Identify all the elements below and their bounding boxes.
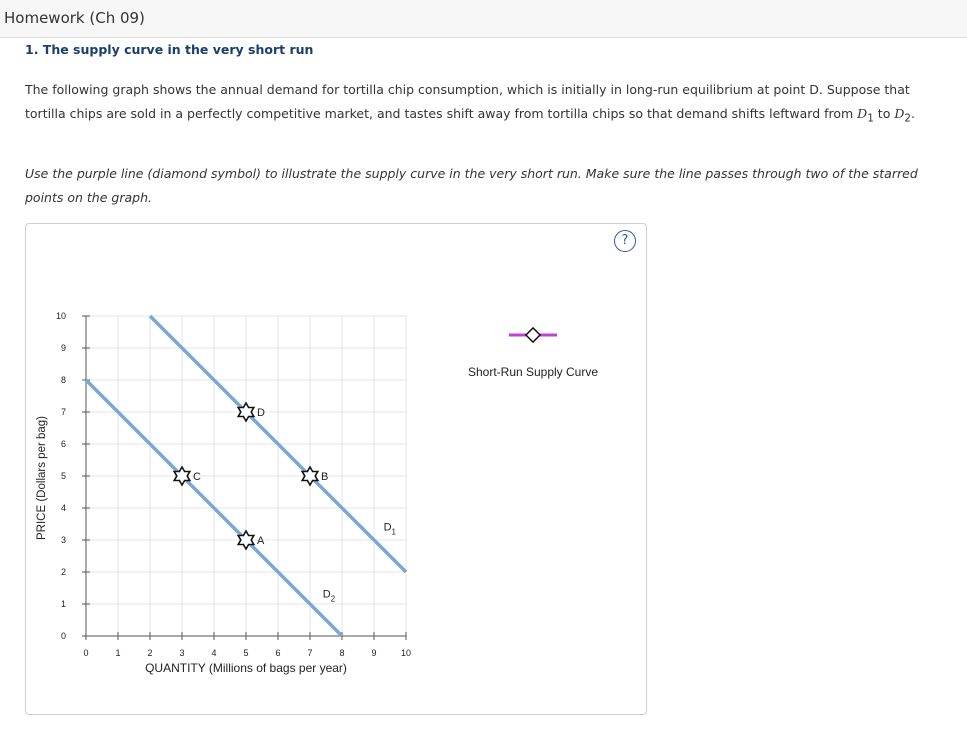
- question-title: 1. The supply curve in the very short run: [25, 42, 314, 57]
- x-tick-label: 4: [211, 648, 217, 658]
- y-tick-label: 10: [55, 311, 66, 321]
- y-tick-label: 3: [60, 535, 66, 545]
- y-tick-label: 7: [60, 407, 66, 417]
- y-tick-label: 6: [60, 439, 66, 449]
- point-label-c: C: [193, 471, 201, 483]
- y-tick-label: 2: [60, 567, 66, 577]
- chart-grid: [86, 316, 406, 636]
- y-tick-label: 8: [60, 375, 66, 385]
- question-text-intro: The following graph shows the annual demand for tortilla chip consumption, which is initially in long-run equilibrium at point D. Suppose that tortilla chips are sold in a perfectly competitive market, and tastes shift away from tortilla chips so that demand shifts leftward from: [25, 82, 910, 121]
- y-tick-label: 5: [60, 471, 66, 481]
- instruction-text: Use the purple line (diamond symbol) to illustrate the supply curve in the very short run. Make sure the line passes through two of the starred points on the graph.: [25, 166, 918, 205]
- point-label-d: D: [257, 407, 265, 419]
- x-tick-label: 10: [400, 648, 412, 658]
- d2-subscript: 2: [904, 112, 911, 125]
- legend-label: Short-Run Supply Curve: [467, 365, 599, 379]
- chart-axes: [82, 316, 406, 640]
- d1-subscript: 1: [867, 112, 874, 125]
- page-title: Homework (Ch 09): [4, 9, 145, 27]
- diamond-icon[interactable]: [526, 328, 540, 342]
- x-tick-label: 9: [371, 648, 377, 658]
- curve-label-d1: $D_1$: [383, 521, 397, 537]
- x-tick-label: 0: [83, 648, 89, 658]
- y-tick-label: 9: [60, 343, 66, 353]
- curve-label-d2: $D_2$: [322, 588, 336, 604]
- y-tick-label: 4: [60, 503, 66, 513]
- x-tick-label: 2: [147, 648, 153, 658]
- x-axis-label: QUANTITY (Millions of bags per year): [145, 661, 347, 675]
- legend-swatch[interactable]: [509, 328, 557, 342]
- d1-symbol: D: [857, 106, 868, 121]
- point-label-b: B: [321, 471, 329, 483]
- question-text-to: to: [873, 106, 895, 121]
- y-axis-label: PRICE (Dollars per bag): [36, 416, 48, 540]
- x-tick-label: 3: [179, 648, 185, 658]
- x-tick-label: 6: [275, 648, 281, 658]
- x-tick-label: 1: [115, 648, 121, 658]
- x-tick-label: 5: [243, 648, 249, 658]
- x-tick-label: 7: [307, 648, 313, 658]
- help-icon[interactable]: ?: [614, 230, 636, 252]
- y-tick-label: 0: [60, 631, 66, 641]
- question-text-end: .: [910, 106, 915, 121]
- x-tick-label: 8: [339, 648, 345, 658]
- d2-symbol: D: [894, 106, 905, 121]
- y-tick-label: 1: [60, 599, 66, 609]
- tick-labels: [56, 311, 411, 658]
- point-label-a: A: [257, 535, 265, 547]
